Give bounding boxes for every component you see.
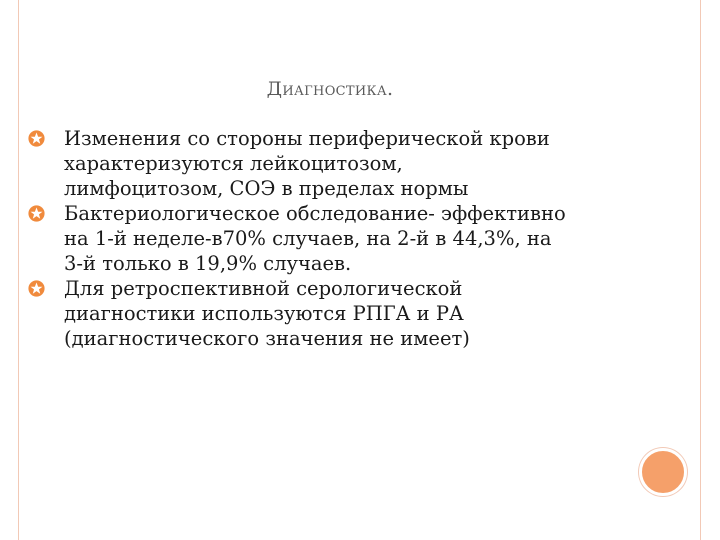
- bullet-line: Изменения со стороны периферической крови: [64, 127, 550, 150]
- bullet-line: (диагностического значения не имеет): [64, 327, 470, 350]
- bullet-line: лимфоцитозом, СОЭ в пределах нормы: [64, 177, 469, 200]
- bullet-line: диагностики используются РПГА и РА: [64, 302, 464, 325]
- bullet-line: Для ретроспективной серологической: [64, 277, 463, 300]
- bullet-line: характеризуются лейкоцитозом,: [64, 152, 403, 175]
- bullet-item: [18, 276, 658, 351]
- bullet-line: 3-й только в 19,9% случаев.: [64, 252, 352, 275]
- decorative-circle: [639, 448, 687, 496]
- bullet-list: [18, 126, 658, 351]
- slide-title: Диагностика.: [266, 78, 394, 100]
- star-bullet-icon: [28, 130, 45, 147]
- bullet-line: на 1-й неделе-в70% случаев, на 2-й в 44,3%, на: [64, 227, 552, 250]
- bullet-item: [18, 201, 658, 276]
- bullet-item: [18, 126, 658, 201]
- bullet-line: Бактериологическое обследование- эффективно: [64, 202, 566, 225]
- star-bullet-icon: [28, 205, 45, 222]
- star-bullet-icon: [28, 280, 45, 297]
